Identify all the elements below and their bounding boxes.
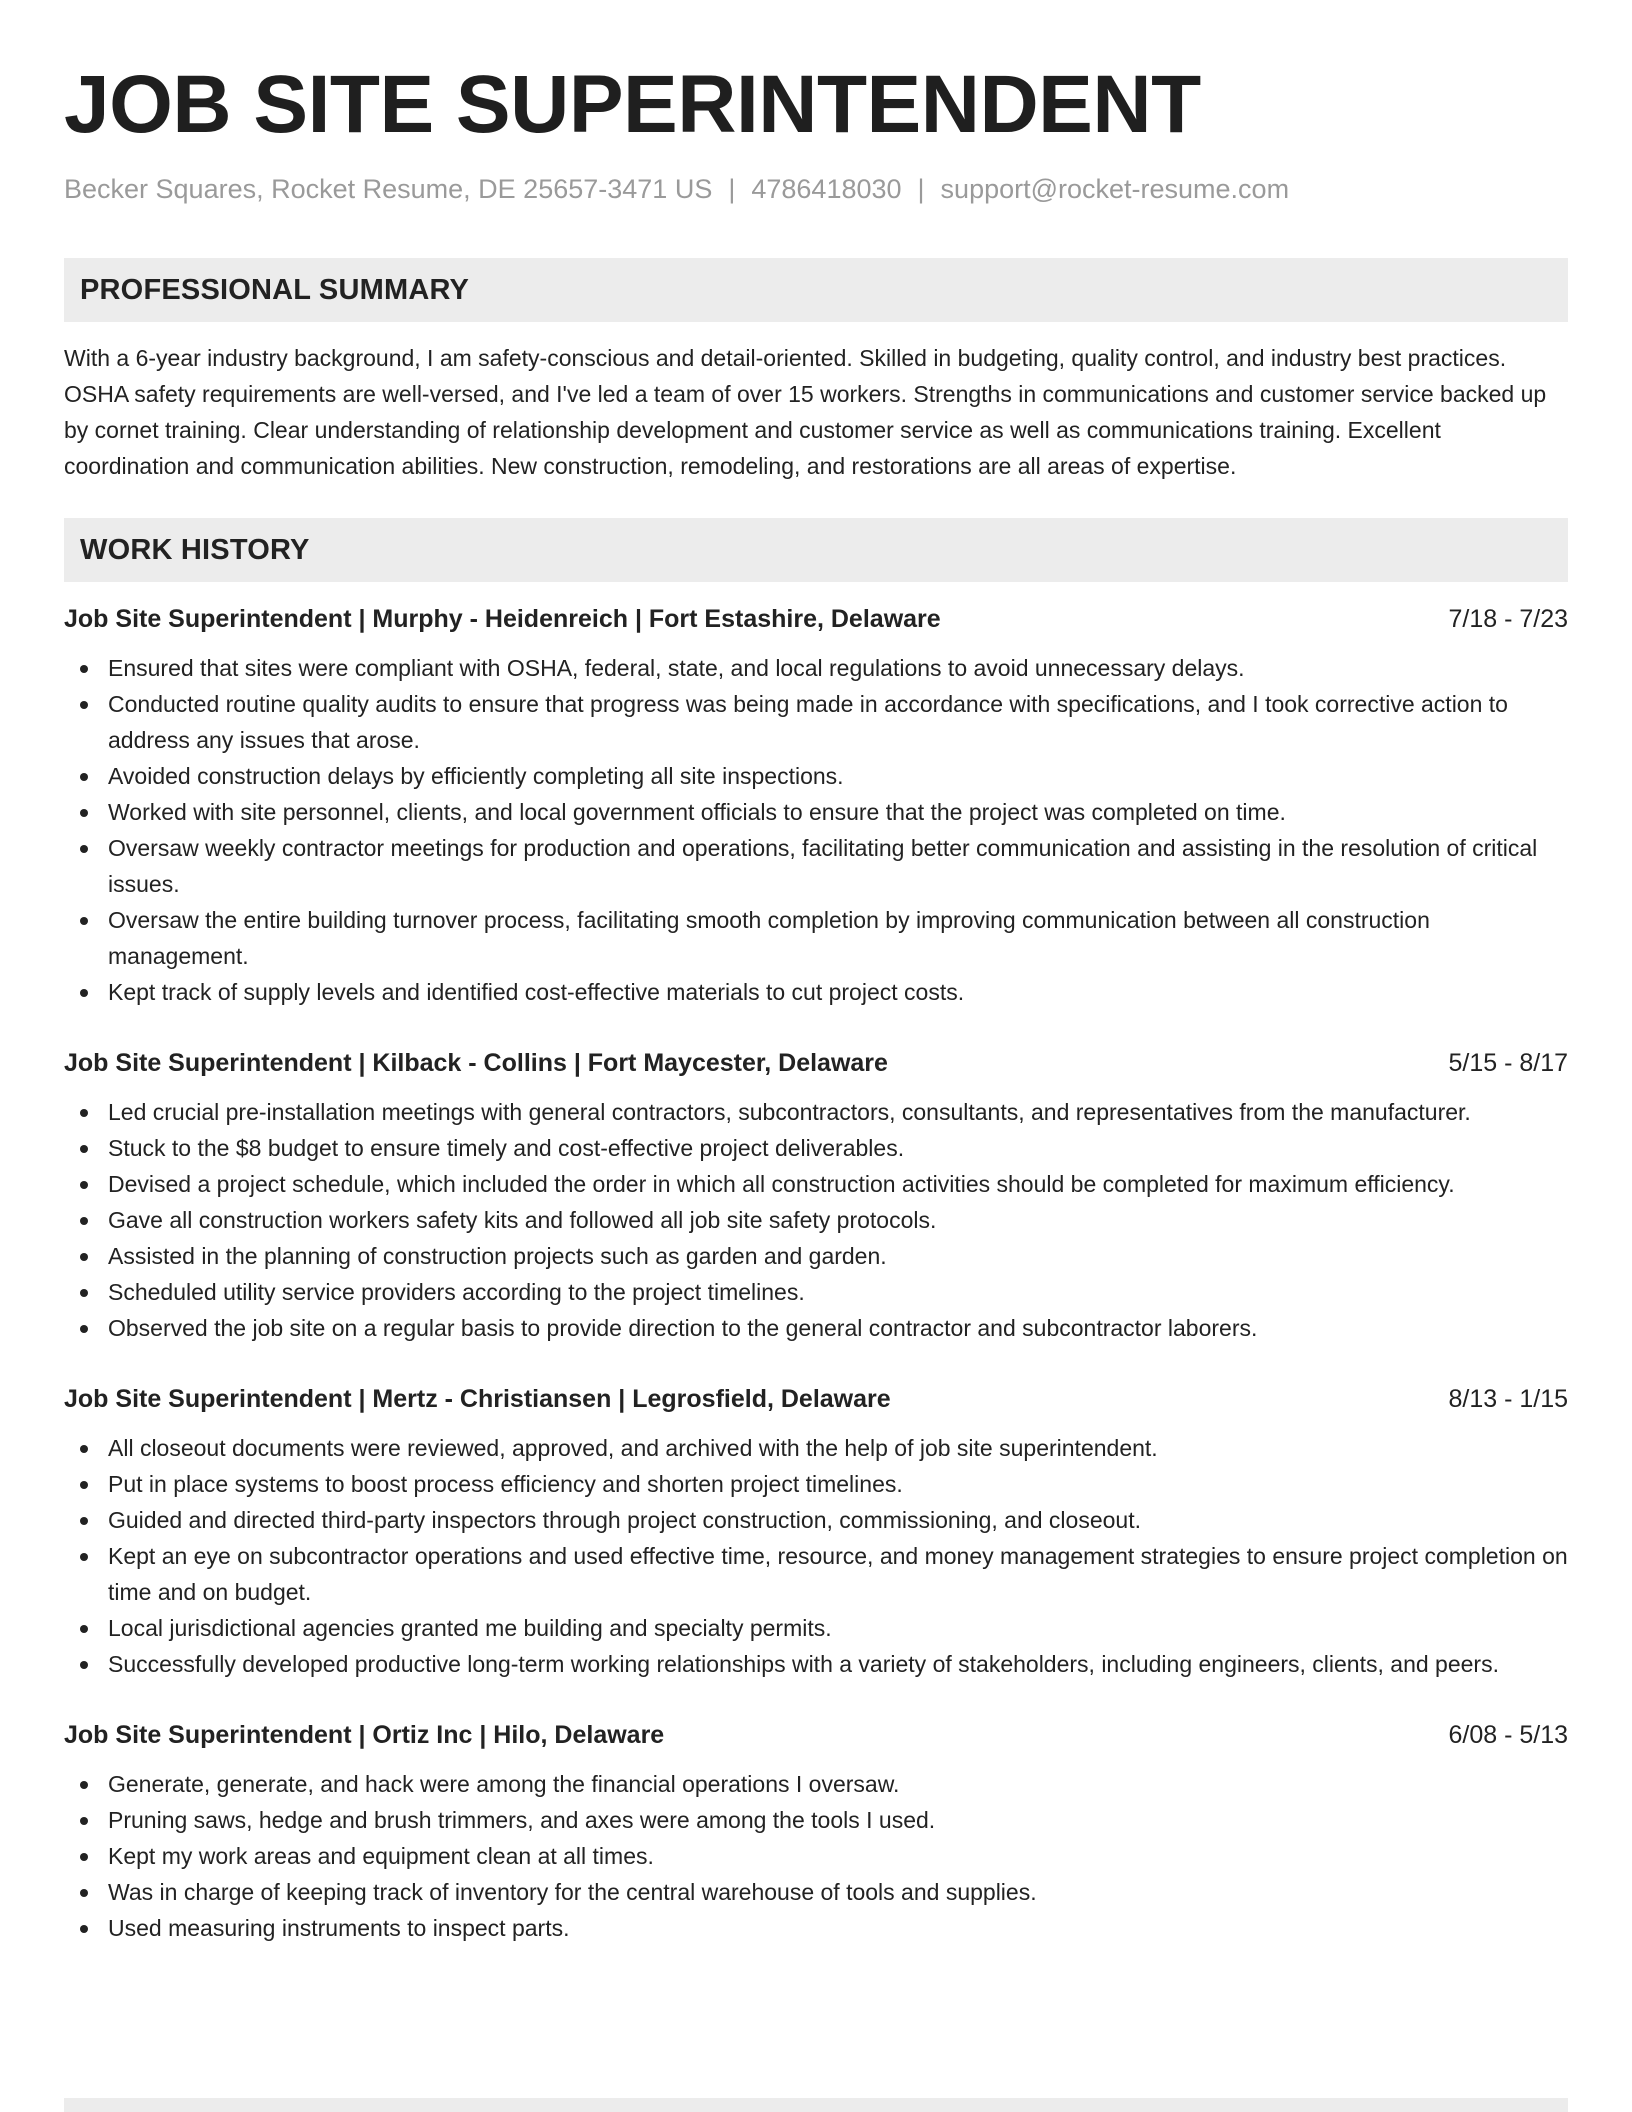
job-entry: [64, 602, 1568, 1010]
contact-separator: |: [917, 174, 925, 204]
list-item: Used measuring instruments to inspect parts.: [64, 1910, 1568, 1946]
list-item: Put in place systems to boost process efficiency and shorten project timelines.: [64, 1466, 1568, 1502]
list-item: Devised a project schedule, which included the order in which all construction activities should be completed for maximum efficiency.: [64, 1166, 1568, 1202]
contact-email: support@rocket-resume.com: [940, 174, 1290, 204]
list-item: Oversaw the entire building turnover process, facilitating smooth completion by improving communication between all construction management.: [64, 902, 1568, 974]
list-item: Avoided construction delays by efficiently completing all site inspections.: [64, 758, 1568, 794]
job-dates: 7/18 - 7/23: [1448, 605, 1568, 633]
job-bullets: [64, 1094, 1568, 1346]
list-item: Kept track of supply levels and identified cost-effective materials to cut project costs.: [64, 974, 1568, 1010]
job-dates: 6/08 - 5/13: [1448, 1721, 1568, 1749]
job-bullets: [64, 1766, 1568, 1946]
list-item: Generate, generate, and hack were among the financial operations I oversaw.: [64, 1766, 1568, 1802]
job-dates: 8/13 - 1/15: [1448, 1385, 1568, 1413]
section-header-work-history: WORK HISTORY: [64, 518, 1568, 582]
list-item: Successfully developed productive long-term working relationships with a variety of stakeholders, including engineers, clients, and peers.: [64, 1646, 1568, 1682]
job-header: [64, 602, 1568, 636]
job-bullets: [64, 650, 1568, 1010]
list-item: Oversaw weekly contractor meetings for production and operations, facilitating better communication and assisting in the resolution of critical issues.: [64, 830, 1568, 902]
contact-address: Becker Squares, Rocket Resume, DE 25657-3471 US: [64, 174, 713, 204]
job-title: Job Site Superintendent | Ortiz Inc | Hilo, Delaware: [64, 1721, 665, 1749]
list-item: Kept an eye on subcontractor operations and used effective time, resource, and money management strategies to ensure project completion on time and on budget.: [64, 1538, 1568, 1610]
list-item: Ensured that sites were compliant with OSHA, federal, state, and local regulations to avoid unnecessary delays.: [64, 650, 1568, 686]
list-item: Scheduled utility service providers according to the project timelines.: [64, 1274, 1568, 1310]
list-item: Pruning saws, hedge and brush trimmers, and axes were among the tools I used.: [64, 1802, 1568, 1838]
job-entry: [64, 1382, 1568, 1682]
list-item: Stuck to the $8 budget to ensure timely and cost-effective project deliverables.: [64, 1130, 1568, 1166]
job-title: Job Site Superintendent | Murphy - Heidenreich | Fort Estashire, Delaware: [64, 605, 941, 633]
list-item: Worked with site personnel, clients, and local government officials to ensure that the project was completed on time.: [64, 794, 1568, 830]
job-entry: [64, 1718, 1568, 1946]
list-item: Led crucial pre-installation meetings with general contractors, subcontractors, consultants, and representatives from the manufacturer.: [64, 1094, 1568, 1130]
job-title: Job Site Superintendent | Mertz - Christiansen | Legrosfield, Delaware: [64, 1385, 891, 1413]
list-item: Observed the job site on a regular basis to provide direction to the general contractor and subcontractor laborers.: [64, 1310, 1568, 1346]
list-item: Local jurisdictional agencies granted me building and specialty permits.: [64, 1610, 1568, 1646]
list-item: Kept my work areas and equipment clean at all times.: [64, 1838, 1568, 1874]
next-section-header-edge: [64, 2098, 1568, 2112]
contact-line: [64, 172, 1568, 206]
work-history-list: [64, 602, 1568, 1946]
section-header-summary: PROFESSIONAL SUMMARY: [64, 258, 1568, 322]
list-item: Guided and directed third-party inspectors through project construction, commissioning, and closeout.: [64, 1502, 1568, 1538]
list-item: Was in charge of keeping track of inventory for the central warehouse of tools and supplies.: [64, 1874, 1568, 1910]
page-title: JOB SITE SUPERINTENDENT: [64, 59, 1201, 150]
contact-phone: 4786418030: [751, 174, 902, 204]
job-header: [64, 1718, 1568, 1752]
job-header: [64, 1382, 1568, 1416]
list-item: Gave all construction workers safety kits and followed all job site safety protocols.: [64, 1202, 1568, 1238]
list-item: All closeout documents were reviewed, approved, and archived with the help of job site superintendent.: [64, 1430, 1568, 1466]
list-item: Conducted routine quality audits to ensure that progress was being made in accordance with specifications, and I took corrective action to address any issues that arose.: [64, 686, 1568, 758]
job-entry: [64, 1046, 1568, 1346]
summary-text: With a 6-year industry background, I am safety-conscious and detail-oriented. Skilled in budgeting, quality control, and industry best practices. OSHA safety requirements are well-versed, and I've led a team of over 15 workers. Strengths in communications and customer service backed up by cornet training. Clear understanding of relationship development and customer service as well as communications training. Excellent coordination and communication abilities. New construction, remodeling, and restorations are all areas of expertise.: [64, 345, 1547, 479]
job-dates: 5/15 - 8/17: [1448, 1049, 1568, 1077]
contact-separator: |: [728, 174, 736, 204]
job-title: Job Site Superintendent | Kilback - Collins | Fort Maycester, Delaware: [64, 1049, 888, 1077]
job-header: [64, 1046, 1568, 1080]
job-bullets: [64, 1430, 1568, 1682]
list-item: Assisted in the planning of construction projects such as garden and garden.: [64, 1238, 1568, 1274]
